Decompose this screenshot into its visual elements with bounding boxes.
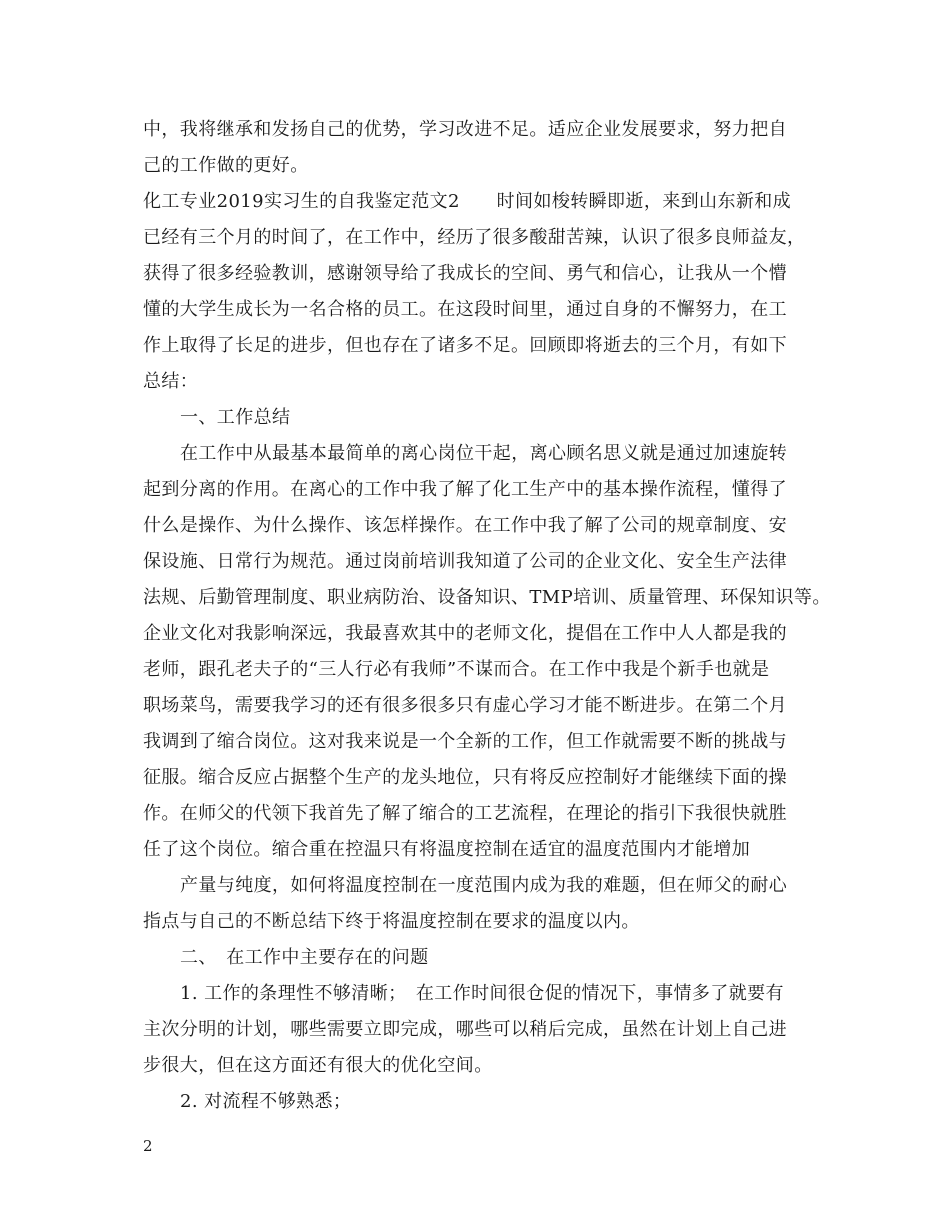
text-line: 作。在师父的代领下我首先了解了缩合的工艺流程，在理论的指引下我很快就胜: [143, 803, 787, 824]
text-line: 总结：: [143, 371, 199, 392]
text-line: 主次分明的计划，哪些需要立即完成，哪些可以稍后完成，虽然在计划上自己进: [143, 1019, 787, 1040]
text-line: 保设施、日常行为规范。通过岗前培训我知道了公司的企业文化、安全生产法律: [143, 551, 787, 572]
text-line: 我调到了缩合岗位。这对我来说是一个全新的工作，但工作就需要不断的挑战与: [143, 731, 787, 752]
text-line: 已经有三个月的时间了，在工作中，经历了很多酸甜苦辣，认识了很多良师益友，: [143, 227, 806, 248]
list-item-1: 1. 工作的条理性不够清晰； 在工作时间很仓促的情况下，事情多了就要有: [180, 983, 784, 1004]
text-line: 指点与自己的不断总结下终于将温度控制在要求的温度以内。: [143, 911, 640, 932]
text-line: 己的工作做的更好。: [143, 155, 309, 176]
text-line: 任了这个岗位。缩合重在控温只有将温度控制在适宜的温度范围内才能增加: [143, 839, 751, 860]
subheading-problems: 二、 在工作中主要存在的问题: [180, 947, 429, 968]
text-line: 获得了很多经验教训，感谢领导给了我成长的空间、勇气和信心，让我从一个懵: [143, 263, 787, 284]
text-line: 企业文化对我影响深远，我最喜欢其中的老师文化，提倡在工作中人人都是我的: [143, 623, 787, 644]
text-line: 产量与纯度，如何将温度控制在一度范围内成为我的难题，但在师父的耐心: [180, 875, 788, 896]
list-item-2: 2. 对流程不够熟悉；: [180, 1091, 352, 1112]
page-number: 2: [143, 1137, 153, 1155]
text-line: 征服。缩合反应占据整个生产的龙头地位，只有将反应控制好才能继续下面的操: [143, 767, 787, 788]
text-line: 什么是操作、为什么操作、该怎样操作。在工作中我了解了公司的规章制度、安: [143, 515, 787, 536]
text-line: 职场菜鸟，需要我学习的还有很多很多只有虚心学习才能不断进步。在第二个月: [143, 695, 787, 716]
text-line: 中，我将继承和发扬自己的优势，学习改进不足。适应企业发展要求，努力把自: [143, 119, 787, 140]
text-line: 法规、后勤管理制度、职业病防治、设备知识、TMP培训、质量管理、环保知识等。: [143, 587, 831, 608]
text-line: 作上取得了长足的进步，但也存在了诸多不足。回顾即将逝去的三个月，有如下: [143, 335, 787, 356]
section-heading-line: 化工专业2019实习生的自我鉴定范文2 时间如梭转瞬即逝，来到山东新和成: [143, 191, 792, 212]
text-line: 老师，跟孔老夫子的“三人行必有我师”不谋而合。在工作中我是个新手也就是: [143, 659, 770, 680]
text-line: 步很大，但在这方面还有很大的优化空间。: [143, 1055, 493, 1076]
text-line: 懂的大学生成长为一名合格的员工。在这段时间里，通过自身的不懈努力，在工: [143, 299, 787, 320]
text-line: 起到分离的作用。在离心的工作中我了解了化工生产中的基本操作流程，懂得了: [143, 479, 787, 500]
text-line: 在工作中从最基本最简单的离心岗位干起，离心顾名思义就是通过加速旋转: [180, 443, 788, 464]
subheading-work-summary: 一、工作总结: [180, 407, 291, 428]
